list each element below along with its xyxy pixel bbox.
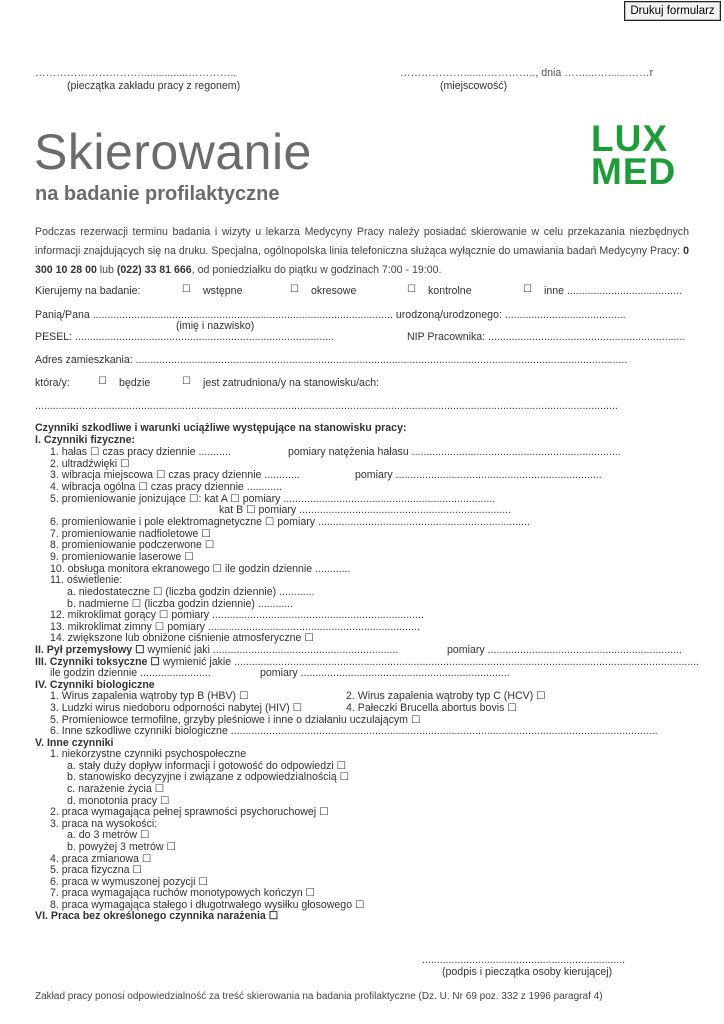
intro-paragraph [35, 223, 689, 280]
factor-lighting: 11. oświetlenie: [50, 574, 123, 586]
factor-noise[interactable]: 1. hałas ☐ czas pracy dziennie ........... [50, 446, 231, 458]
factors-heading: Czynniki szkodliwe i warunki uciążliwe występujące na stanowisku pracy: [35, 422, 407, 434]
print-form-button[interactable]: Drukuj formularz [624, 1, 721, 21]
nip-field[interactable]: NIP Pracownika: ................................................................... [407, 331, 686, 343]
section-biological-heading: IV. Czynniki biologiczne [35, 679, 155, 691]
section-dust-label: II. Pył przemysłowy ☐ [35, 644, 145, 656]
place-label: (miejscowość) [440, 80, 508, 92]
section-dust-measurement[interactable]: pomiary .................................................................. [447, 644, 682, 656]
section-physical-heading: I. Czynniki fizyczne: [35, 434, 136, 446]
checkbox-other[interactable]: ☐ [523, 284, 532, 295]
factor-ultraviolet[interactable]: 7. promieniowanie nadfioletowe ☐ [50, 528, 211, 540]
bio-hbv[interactable]: 1. Wirus zapalenia wątroby typ B (HBV) ☐ [50, 690, 249, 702]
factor-noise-measurement[interactable]: pomiary natężenia hałasu ....................................................................... [288, 446, 621, 458]
logo-line-med: MED [591, 151, 677, 192]
section-toxic-specify: wymienić jakie .............................................................................................................................................................. [159, 656, 700, 668]
bio-hcv[interactable]: 2. Wirus zapalenia wątroby typ C (HCV) ☐ [346, 690, 546, 702]
factor-hot-microclimate[interactable]: 12. mikroklimat gorący ☐ pomiary ........................................................................ [50, 609, 424, 621]
factor-local-vibration-measurement[interactable]: pomiary ...................................................................... [355, 469, 602, 481]
other-voice-effort[interactable]: 8. praca wymagająca stałego i długotrwałego wysiłku głosowego ☐ [50, 899, 365, 911]
other-physical-work[interactable]: 5. praca fizyczna ☐ [50, 864, 142, 876]
page-subtitle: na badanie profilaktyczne [35, 183, 280, 205]
stamp-label: (pieczątka zakładu pracy z regonem) [67, 80, 241, 92]
checkbox-initial[interactable]: ☐ [182, 284, 191, 295]
factor-local-vibration[interactable]: 3. wibracja miejscowa ☐ czas pracy dziennie ............ [50, 469, 300, 481]
option-initial-label: wstępne [203, 285, 243, 297]
checkbox-periodic[interactable]: ☐ [290, 284, 299, 295]
other-life-risk[interactable]: c. narażenie życia ☐ [67, 783, 165, 795]
bio-hiv[interactable]: 3. Ludzki wirus niedoboru odporności nabytej (HIV) ☐ [50, 702, 303, 714]
other-psychomotor[interactable]: 2. praca wymagająca pełnej sprawności psychoruchowej ☐ [50, 806, 329, 818]
factor-laser[interactable]: 9. promieniowanie laserowe ☐ [50, 551, 194, 563]
factor-monitor[interactable]: 10. obsługa monitora ekranowego ☐ ile godzin dziennie ............ [50, 563, 351, 575]
place-date-dotted-line: ………………........………….., dnia ……....….......……r [400, 67, 654, 79]
bio-actinomycetes[interactable]: 5. Promieniowce termofilne, grzyby pleśniowe i inne o działaniu uczulającym ☐ [50, 714, 421, 726]
phone-number-1: 0 300 10 28 00 [35, 245, 689, 276]
other-height-work: 3. praca na wysokości: [50, 818, 158, 830]
name-label: (imię i nazwisko) [176, 320, 255, 332]
logo-line-lux: LUX [591, 118, 668, 159]
factor-ionizing-cat-a[interactable]: 5. promieniowanie jonizujące ☐: kat A ☐ pomiary ........................................................................ [50, 493, 496, 505]
checkbox-employed[interactable]: ☐ [182, 376, 191, 387]
factor-pressure[interactable]: 14. zwiększone lub obniżone ciśnienie atmosferyczne ☐ [50, 632, 314, 644]
position-field[interactable]: ...................................................................................................................................................................................................... [35, 400, 618, 412]
section-toxic-hours[interactable]: ile godzin dziennie ........................ [50, 667, 211, 679]
factor-cold-microclimate[interactable]: 13. mikroklimat zimny ☐ pomiary ........................................................................ [50, 621, 420, 633]
option-will-be-label: będzie [119, 377, 151, 389]
other-decision-position[interactable]: b. stanowisko decyzyjne i związane z odpowiedzialnością ☐ [67, 771, 350, 783]
section-no-factor[interactable]: VI. Praca bez określonego czynnika narażenia ☐ [35, 910, 279, 922]
other-height-below-3m[interactable]: a. do 3 metrów ☐ [67, 829, 150, 841]
factor-lighting-insufficient[interactable]: a. niedostateczne ☐ (liczba godzin dziennie) ............ [67, 586, 315, 598]
other-monotony[interactable]: d. monotonia pracy ☐ [67, 795, 170, 807]
other-monotypic-movements[interactable]: 7. praca wymagająca ruchów monotypowych kończyn ☐ [50, 887, 316, 899]
other-height-above-3m[interactable]: b. powyżej 3 metrów ☐ [67, 841, 176, 853]
bio-other[interactable]: 6. Inne szkodliwe czynniki biologiczne ................................................................................................................................................. [50, 725, 658, 737]
other-shift-work[interactable]: 4. praca zmianowa ☐ [50, 853, 152, 865]
section-dust-specify: wymienić jaki ............................................................... [144, 644, 399, 656]
intro-hours: , od poniedziałku do piątku w godzinach 7:00 - 19:00. [191, 264, 442, 276]
section-toxic-measurement[interactable]: pomiary ....................................................................... [260, 667, 510, 679]
pesel-field[interactable]: PESEL: ........................................................................................ [35, 331, 335, 343]
section-dust[interactable] [35, 644, 398, 656]
factor-general-vibration[interactable]: 4. wibracja ogólna ☐ czas pracy dziennie ............ [50, 481, 283, 493]
checkbox-control[interactable]: ☐ [407, 284, 416, 295]
section-toxic-label: III. Czynniki toksyczne ☐ [35, 656, 160, 668]
signature-label: (podpis i pieczątka osoby kierującej) [442, 966, 613, 978]
phone-number-2: (022) 33 81 666 [116, 264, 192, 276]
who-label: która/y: [35, 377, 70, 389]
option-employed-label: jest zatrudniona/y na stanowisku/ach: [203, 377, 380, 389]
other-forced-position[interactable]: 6. praca w wymuszonej pozycji ☐ [50, 876, 208, 888]
intro-or: lub [96, 264, 117, 276]
factor-ionizing-cat-b[interactable]: kat B ☐ pomiary ........................................................................ [219, 504, 512, 516]
bio-brucella[interactable]: 4. Pałeczki Brucella abortus bovis ☐ [346, 702, 517, 714]
option-other-field[interactable]: inne ....................................... [544, 285, 682, 297]
signature-dotted-line: ..................................................................... [422, 954, 626, 966]
name-birth-field[interactable]: Panią/Pana ...................................................................................................... urodzoną/urodzonego: ......................................... [35, 309, 626, 321]
factor-ultrasound[interactable]: 2. ultradźwięki ☐ [50, 458, 130, 470]
other-psychosocial: 1. niekorzystne czynniki psychospołeczne [50, 748, 247, 760]
referral-type-label: Kierujemy na badanie: [35, 285, 141, 297]
option-periodic-label: okresowe [311, 285, 357, 297]
intro-text: Podczas rezerwacji terminu badania i wizyty u lekarza Medycyny Pracy należy posiadać skierowanie w celu przekazania niezbędnych informacji znajdujących się na druku. Specjalna, ogólnopolska linia telefoniczna służąca wyłącznie do umawiania badań Medycyny Pracy: [35, 226, 689, 257]
factor-lighting-excessive[interactable]: b. nadmierne ☐ (liczba godzin dziennie) ............ [67, 598, 294, 610]
luxmed-logo [591, 118, 677, 192]
stamp-dotted-line: …………………………................………….. [35, 67, 237, 79]
address-field[interactable]: Adres zamieszkania: ....................................................................................................................................................................... [35, 354, 628, 366]
page-title: Skierowanie [34, 124, 312, 180]
option-control-label: kontrolne [428, 285, 472, 297]
other-info-flow[interactable]: a. stały duży dopływ informacji i gotowość do odpowiedzi ☐ [67, 760, 347, 772]
factor-infrared[interactable]: 8. promieniowanie podczerwone ☐ [50, 539, 215, 551]
section-other-heading: V. Inne czynniki [35, 737, 114, 749]
footer-legal-note: Zakład pracy ponosi odpowiedzialność za treść skierowania na badania profilaktyczne (Dz. U. Nr 69 poz. 332 z 1996 paragraf 4) [35, 991, 603, 1002]
factor-electromagnetic[interactable]: 6. promieniowanie i pole elektromagnetyczne ☐ pomiary ........................................................................ [50, 516, 530, 528]
checkbox-will-be[interactable]: ☐ [98, 376, 107, 387]
